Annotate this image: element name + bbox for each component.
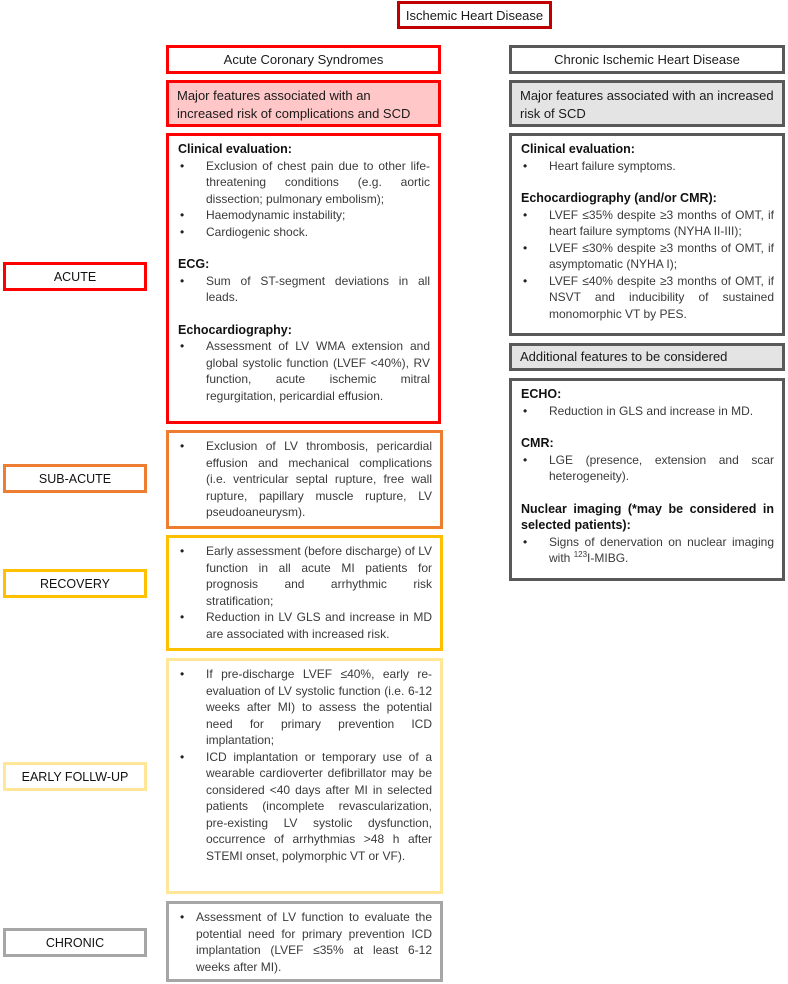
- list-item: • Early assessment (before discharge) of LV function in all acute MI patients for prognosis and arrhythmic risk stratification;: [178, 543, 432, 609]
- acs-early-follow-up-box: [166, 658, 443, 894]
- list-item: • Exclusion of LV thrombosis, pericardial effusion and mechanical complications (i.e. ventricular septal rupture, free wall rupture, papillary muscle rupture, LV pseudoaneurysm).: [178, 438, 432, 521]
- list-item: • LVEF ≤35% despite ≥3 months of OMT, if heart failure symptoms (NYHA II-III);: [521, 207, 774, 240]
- mibg-text-prefix: Signs of denervation on nuclear imaging with: [549, 534, 774, 565]
- isotope-superscript: 123: [573, 550, 588, 559]
- acs-ecg-section: [178, 256, 430, 306]
- list-item: • Assessment of LV function to evaluate the potential need for primary prevention ICD implantation (LVEF ≤35% at least 6-12 weeks after MI).: [178, 909, 432, 975]
- section-heading: Clinical evaluation:: [521, 142, 635, 156]
- mibg-text-suffix: I-MIBG.: [587, 551, 629, 565]
- acs-recovery-box: [166, 535, 443, 651]
- acs-echo-section: [178, 322, 430, 405]
- cihd-clinical-section: [521, 141, 774, 174]
- acs-sub-acute-box: [166, 430, 443, 529]
- cihd-major-features: Major features associated with an increased risk of SCD: [509, 80, 785, 127]
- acs-acute-box: [166, 133, 441, 424]
- list-item: • LGE (presence, extension and scar heterogeneity).: [521, 452, 774, 485]
- cihd-echo-additional-section: [521, 386, 774, 419]
- section-heading: Echocardiography (and/or CMR):: [521, 191, 717, 205]
- list-item: • Reduction in GLS and increase in MD.: [521, 403, 774, 420]
- cihd-header: Chronic Ischemic Heart Disease: [509, 45, 785, 74]
- acs-major-features: Major features associated with an increased risk of complications and SCD: [166, 80, 441, 127]
- stage-sub-acute: SUB-ACUTE: [3, 464, 147, 493]
- section-heading: CMR:: [521, 436, 554, 450]
- list-item: • Reduction in LV GLS and increase in MD are associated with increased risk.: [178, 609, 432, 642]
- stage-recovery: RECOVERY: [3, 569, 147, 598]
- stage-early-follow-up: EARLY FOLLW-UP: [3, 762, 147, 791]
- section-heading: Echocardiography:: [178, 322, 292, 337]
- list-item: • LVEF ≤30% despite ≥3 months of OMT, if asymptomatic (NYHA I);: [521, 240, 774, 273]
- cihd-additional-header: Additional features to be considered: [509, 343, 785, 371]
- list-item: • Haemodynamic instability;: [178, 207, 430, 224]
- stage-chronic: CHRONIC: [3, 928, 147, 957]
- list-item: • Sum of ST-segment deviations in all leads.: [178, 273, 430, 306]
- list-item: • Cardiogenic shock.: [178, 224, 430, 241]
- cihd-cmr-section: [521, 435, 774, 485]
- section-heading: Clinical evaluation:: [178, 142, 292, 156]
- section-heading: ECG:: [178, 257, 210, 271]
- list-item: • Exclusion of chest pain due to other life-threatening conditions (e.g. aortic dissection; pulmonary embolism);: [178, 158, 430, 208]
- acs-header: Acute Coronary Syndromes: [166, 45, 441, 74]
- list-item: • ICD implantation or temporary use of a wearable cardioverter defibrillator may be considered <40 days after MI in selected patients (incomplete revascularization, pre-existing LV systolic dysfunction, occurrence of arrhythmias >48 h after STEMI onset, polymorphic VT or VF).: [178, 749, 432, 865]
- list-item: • Heart failure symptoms.: [521, 158, 774, 175]
- diagram-title: Ischemic Heart Disease: [397, 1, 552, 29]
- cihd-echo-section: [521, 190, 774, 322]
- cihd-additional-box: [509, 378, 785, 581]
- list-item: [521, 534, 774, 567]
- acs-chronic-box: [166, 901, 443, 982]
- list-item: • LVEF ≤40% despite ≥3 months of OMT, if NSVT and inducibility of sustained monomorphic VT by PES.: [521, 273, 774, 323]
- section-heading: Nuclear imaging (*may be considered in selected patients):: [521, 501, 774, 532]
- acs-clinical-section: [178, 141, 430, 240]
- section-heading: ECHO:: [521, 387, 562, 401]
- cihd-major-box: [509, 133, 785, 336]
- list-item: • If pre-discharge LVEF ≤40%, early re-evaluation of LV systolic function (i.e. 6-12 weeks after MI) to assess the potential need for primary prevention ICD implantation;: [178, 666, 432, 749]
- cihd-nuclear-section: [521, 501, 774, 567]
- list-item: • Assessment of LV WMA extension and global systolic function (LVEF <40%), RV function, acute ischemic mitral regurgitation, pericardial effusion.: [178, 338, 430, 404]
- stage-acute: ACUTE: [3, 262, 147, 291]
